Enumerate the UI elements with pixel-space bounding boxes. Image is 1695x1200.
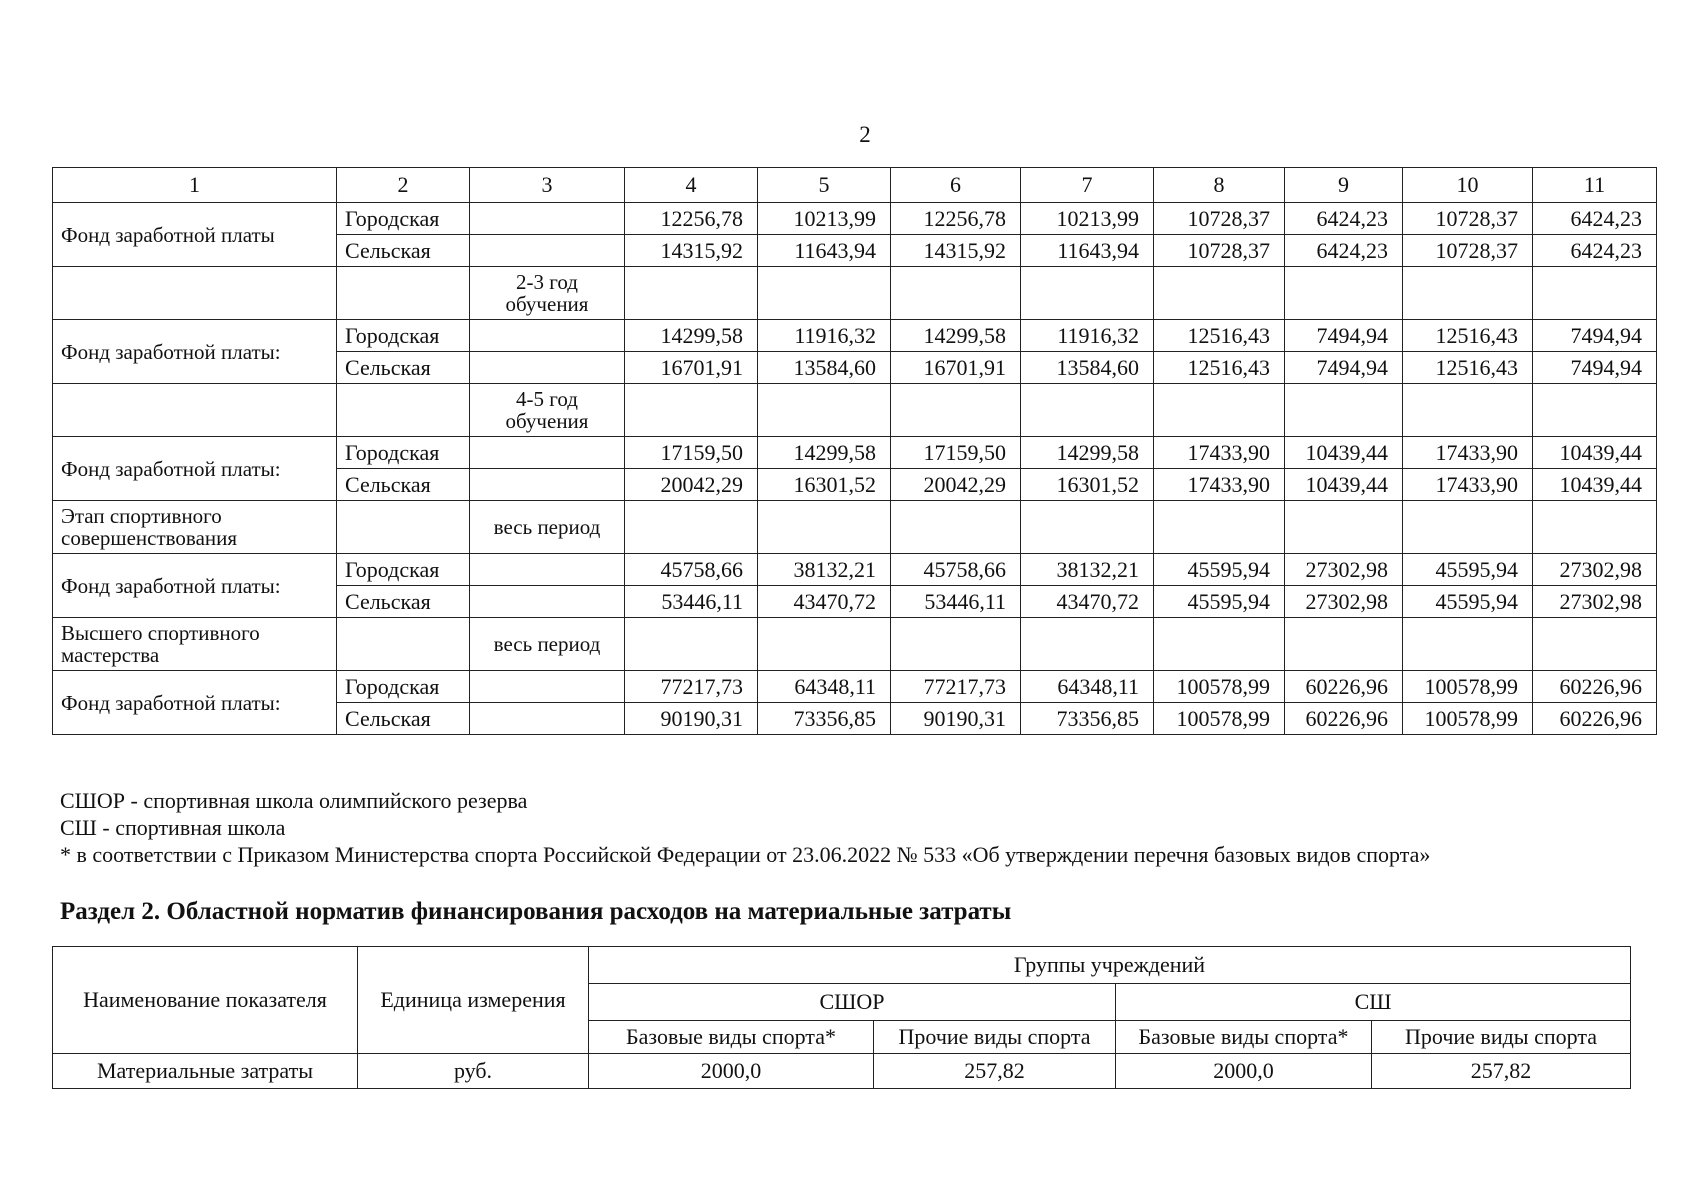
row-value-sshor-other: 257,82: [874, 1054, 1116, 1089]
value-cell: 38132,21: [758, 554, 891, 586]
header-sshor-basic: Базовые виды спорта*: [589, 1021, 874, 1054]
table-row: [53, 437, 1657, 469]
stage-empty-cell: [337, 618, 470, 671]
stage-empty-cell: [337, 384, 470, 437]
stage-period: 4-5 год обучения: [470, 384, 625, 437]
table-row: [53, 203, 1657, 235]
value-cell: 16301,52: [1021, 469, 1154, 501]
value-cell: 10439,44: [1285, 469, 1403, 501]
row-unit: руб.: [358, 1054, 589, 1089]
value-cell: 43470,72: [758, 586, 891, 618]
salary-fund-table: [52, 167, 1657, 735]
stage-empty-cell: [1154, 384, 1285, 437]
stage-empty-cell: [1154, 501, 1285, 554]
value-cell: 14299,58: [891, 320, 1021, 352]
stage-empty-cell: [1533, 618, 1657, 671]
value-cell: 17433,90: [1154, 469, 1285, 501]
value-cell: 60226,96: [1285, 703, 1403, 735]
header-indicator: Наименование показателя: [53, 947, 358, 1054]
value-cell: 12516,43: [1154, 320, 1285, 352]
stage-empty-cell: [1403, 501, 1533, 554]
value-cell: 14299,58: [625, 320, 758, 352]
stage-empty-cell: [758, 618, 891, 671]
stage-period: 2-3 год обучения: [470, 267, 625, 320]
empty-cell: [470, 437, 625, 469]
stage-empty-cell: [758, 384, 891, 437]
header-unit: Единица измерения: [358, 947, 589, 1054]
empty-cell: [470, 469, 625, 501]
stage-empty-cell: [1021, 618, 1154, 671]
value-cell: 11916,32: [1021, 320, 1154, 352]
value-cell: 14299,58: [1021, 437, 1154, 469]
value-cell: 100578,99: [1403, 703, 1533, 735]
value-cell: 60226,96: [1533, 671, 1657, 703]
value-cell: 6424,23: [1285, 235, 1403, 267]
value-cell: 100578,99: [1403, 671, 1533, 703]
value-cell: 12256,78: [625, 203, 758, 235]
fund-label: Фонд заработной платы:: [53, 437, 337, 501]
stage-label: [53, 267, 337, 320]
stage-empty-cell: [1154, 618, 1285, 671]
stage-row: [53, 267, 1657, 320]
value-cell: 10213,99: [1021, 203, 1154, 235]
stage-empty-cell: [891, 384, 1021, 437]
value-cell: 90190,31: [891, 703, 1021, 735]
section-2-title: Раздел 2. Областной норматив финансирования расходов на материальные затраты: [60, 898, 1012, 925]
stage-empty-cell: [625, 267, 758, 320]
stage-empty-cell: [1285, 618, 1403, 671]
value-cell: 64348,11: [1021, 671, 1154, 703]
value-cell: 45758,66: [891, 554, 1021, 586]
stage-label: [53, 384, 337, 437]
value-cell: 17159,50: [891, 437, 1021, 469]
value-cell: 12516,43: [1403, 352, 1533, 384]
value-cell: 45595,94: [1154, 554, 1285, 586]
value-cell: 10728,37: [1154, 235, 1285, 267]
value-cell: 10439,44: [1285, 437, 1403, 469]
value-cell: 17433,90: [1154, 437, 1285, 469]
stage-row: [53, 501, 1657, 554]
stage-empty-cell: [1021, 384, 1154, 437]
value-cell: 13584,60: [758, 352, 891, 384]
value-cell: 12256,78: [891, 203, 1021, 235]
footnotes: [60, 787, 1430, 868]
value-cell: 12516,43: [1154, 352, 1285, 384]
stage-label: Этап спортивного совершенствования: [53, 501, 337, 554]
empty-cell: [470, 235, 625, 267]
column-header: 5: [758, 168, 891, 203]
area-type: Сельская: [337, 586, 470, 618]
value-cell: 6424,23: [1285, 203, 1403, 235]
value-cell: 16701,91: [891, 352, 1021, 384]
area-type: Городская: [337, 554, 470, 586]
column-header: 9: [1285, 168, 1403, 203]
stage-empty-cell: [758, 267, 891, 320]
header-ssh-other: Прочие виды спорта: [1372, 1021, 1631, 1054]
header-sshor-other: Прочие виды спорта: [874, 1021, 1116, 1054]
value-cell: 77217,73: [891, 671, 1021, 703]
column-header: 4: [625, 168, 758, 203]
table-row: [53, 554, 1657, 586]
stage-row: [53, 618, 1657, 671]
value-cell: 10213,99: [758, 203, 891, 235]
value-cell: 6424,23: [1533, 203, 1657, 235]
area-type: Городская: [337, 320, 470, 352]
value-cell: 7494,94: [1533, 352, 1657, 384]
value-cell: 10728,37: [1403, 203, 1533, 235]
header-ssh-basic: Базовые виды спорта*: [1116, 1021, 1372, 1054]
header-group-ssh: СШ: [1116, 984, 1631, 1021]
value-cell: 45595,94: [1403, 554, 1533, 586]
stage-empty-cell: [1021, 501, 1154, 554]
column-header: 3: [470, 168, 625, 203]
stage-empty-cell: [1533, 384, 1657, 437]
value-cell: 73356,85: [758, 703, 891, 735]
table-row: [53, 671, 1657, 703]
stage-empty-cell: [891, 501, 1021, 554]
value-cell: 14315,92: [625, 235, 758, 267]
stage-empty-cell: [891, 618, 1021, 671]
empty-cell: [470, 586, 625, 618]
value-cell: 13584,60: [1021, 352, 1154, 384]
value-cell: 100578,99: [1154, 703, 1285, 735]
value-cell: 16701,91: [625, 352, 758, 384]
empty-cell: [470, 703, 625, 735]
column-header: 10: [1403, 168, 1533, 203]
stage-empty-cell: [1154, 267, 1285, 320]
value-cell: 60226,96: [1533, 703, 1657, 735]
stage-empty-cell: [1285, 267, 1403, 320]
value-cell: 7494,94: [1285, 352, 1403, 384]
fund-label: Фонд заработной платы:: [53, 671, 337, 735]
value-cell: 43470,72: [1021, 586, 1154, 618]
value-cell: 11643,94: [1021, 235, 1154, 267]
stage-empty-cell: [1403, 267, 1533, 320]
value-cell: 45595,94: [1403, 586, 1533, 618]
header-row: [53, 168, 1657, 203]
footnote-order: * в соответствии с Приказом Министерства спорта Российской Федерации от 23.06.2022 № 533 «Об утверждении перечня базовых видов спорта»: [60, 842, 1431, 867]
stage-empty-cell: [337, 501, 470, 554]
value-cell: 10439,44: [1533, 437, 1657, 469]
stage-empty-cell: [1021, 267, 1154, 320]
fund-label: Фонд заработной платы:: [53, 320, 337, 384]
header-group-sshor: СШОР: [589, 984, 1116, 1021]
area-type: Сельская: [337, 469, 470, 501]
value-cell: 53446,11: [625, 586, 758, 618]
value-cell: 45758,66: [625, 554, 758, 586]
value-cell: 90190,31: [625, 703, 758, 735]
area-type: Сельская: [337, 352, 470, 384]
stage-empty-cell: [625, 501, 758, 554]
stage-empty-cell: [625, 384, 758, 437]
fund-label: Фонд заработной платы: [53, 203, 337, 267]
stage-empty-cell: [1403, 384, 1533, 437]
value-cell: 20042,29: [891, 469, 1021, 501]
value-cell: 27302,98: [1285, 586, 1403, 618]
stage-empty-cell: [891, 267, 1021, 320]
header-groups: Группы учреждений: [589, 947, 1631, 984]
value-cell: 12516,43: [1403, 320, 1533, 352]
stage-row: [53, 384, 1657, 437]
value-cell: 11643,94: [758, 235, 891, 267]
column-header: 8: [1154, 168, 1285, 203]
stage-empty-cell: [1533, 501, 1657, 554]
column-header: 11: [1533, 168, 1657, 203]
stage-empty-cell: [625, 618, 758, 671]
value-cell: 14315,92: [891, 235, 1021, 267]
value-cell: 16301,52: [758, 469, 891, 501]
value-cell: 7494,94: [1533, 320, 1657, 352]
stage-empty-cell: [758, 501, 891, 554]
value-cell: 10439,44: [1533, 469, 1657, 501]
row-value-ssh-other: 257,82: [1372, 1054, 1631, 1089]
row-name: Материальные затраты: [53, 1054, 358, 1089]
column-header: 2: [337, 168, 470, 203]
row-value-sshor-basic: 2000,0: [589, 1054, 874, 1089]
stage-period: весь период: [470, 501, 625, 554]
area-type: Городская: [337, 203, 470, 235]
value-cell: 6424,23: [1533, 235, 1657, 267]
value-cell: 11916,32: [758, 320, 891, 352]
column-header: 6: [891, 168, 1021, 203]
value-cell: 45595,94: [1154, 586, 1285, 618]
value-cell: 14299,58: [758, 437, 891, 469]
empty-cell: [470, 203, 625, 235]
empty-cell: [470, 554, 625, 586]
area-type: Сельская: [337, 235, 470, 267]
area-type: Городская: [337, 437, 470, 469]
value-cell: 7494,94: [1285, 320, 1403, 352]
area-type: Городская: [337, 671, 470, 703]
empty-cell: [470, 671, 625, 703]
value-cell: 17433,90: [1403, 469, 1533, 501]
material-costs-table: [52, 946, 1631, 1089]
footnote-sshor: СШОР - спортивная школа олимпийского резерва: [60, 788, 528, 813]
value-cell: 77217,73: [625, 671, 758, 703]
empty-cell: [470, 320, 625, 352]
stage-empty-cell: [1285, 384, 1403, 437]
value-cell: 27302,98: [1533, 554, 1657, 586]
stage-empty-cell: [337, 267, 470, 320]
value-cell: 100578,99: [1154, 671, 1285, 703]
value-cell: 53446,11: [891, 586, 1021, 618]
fund-label: Фонд заработной платы:: [53, 554, 337, 618]
value-cell: 38132,21: [1021, 554, 1154, 586]
empty-cell: [470, 352, 625, 384]
value-cell: 10728,37: [1403, 235, 1533, 267]
value-cell: 10728,37: [1154, 203, 1285, 235]
value-cell: 73356,85: [1021, 703, 1154, 735]
value-cell: 27302,98: [1533, 586, 1657, 618]
area-type: Сельская: [337, 703, 470, 735]
stage-empty-cell: [1533, 267, 1657, 320]
page-number: 2: [859, 122, 871, 147]
column-header: 7: [1021, 168, 1154, 203]
value-cell: 17159,50: [625, 437, 758, 469]
value-cell: 27302,98: [1285, 554, 1403, 586]
value-cell: 20042,29: [625, 469, 758, 501]
column-header: 1: [53, 168, 337, 203]
stage-period: весь период: [470, 618, 625, 671]
value-cell: 17433,90: [1403, 437, 1533, 469]
stage-empty-cell: [1403, 618, 1533, 671]
row-value-ssh-basic: 2000,0: [1116, 1054, 1372, 1089]
value-cell: 60226,96: [1285, 671, 1403, 703]
value-cell: 64348,11: [758, 671, 891, 703]
stage-empty-cell: [1285, 501, 1403, 554]
table-row: [53, 320, 1657, 352]
footnote-ssh: СШ - спортивная школа: [60, 815, 286, 840]
stage-label: Высшего спортивного мастерства: [53, 618, 337, 671]
